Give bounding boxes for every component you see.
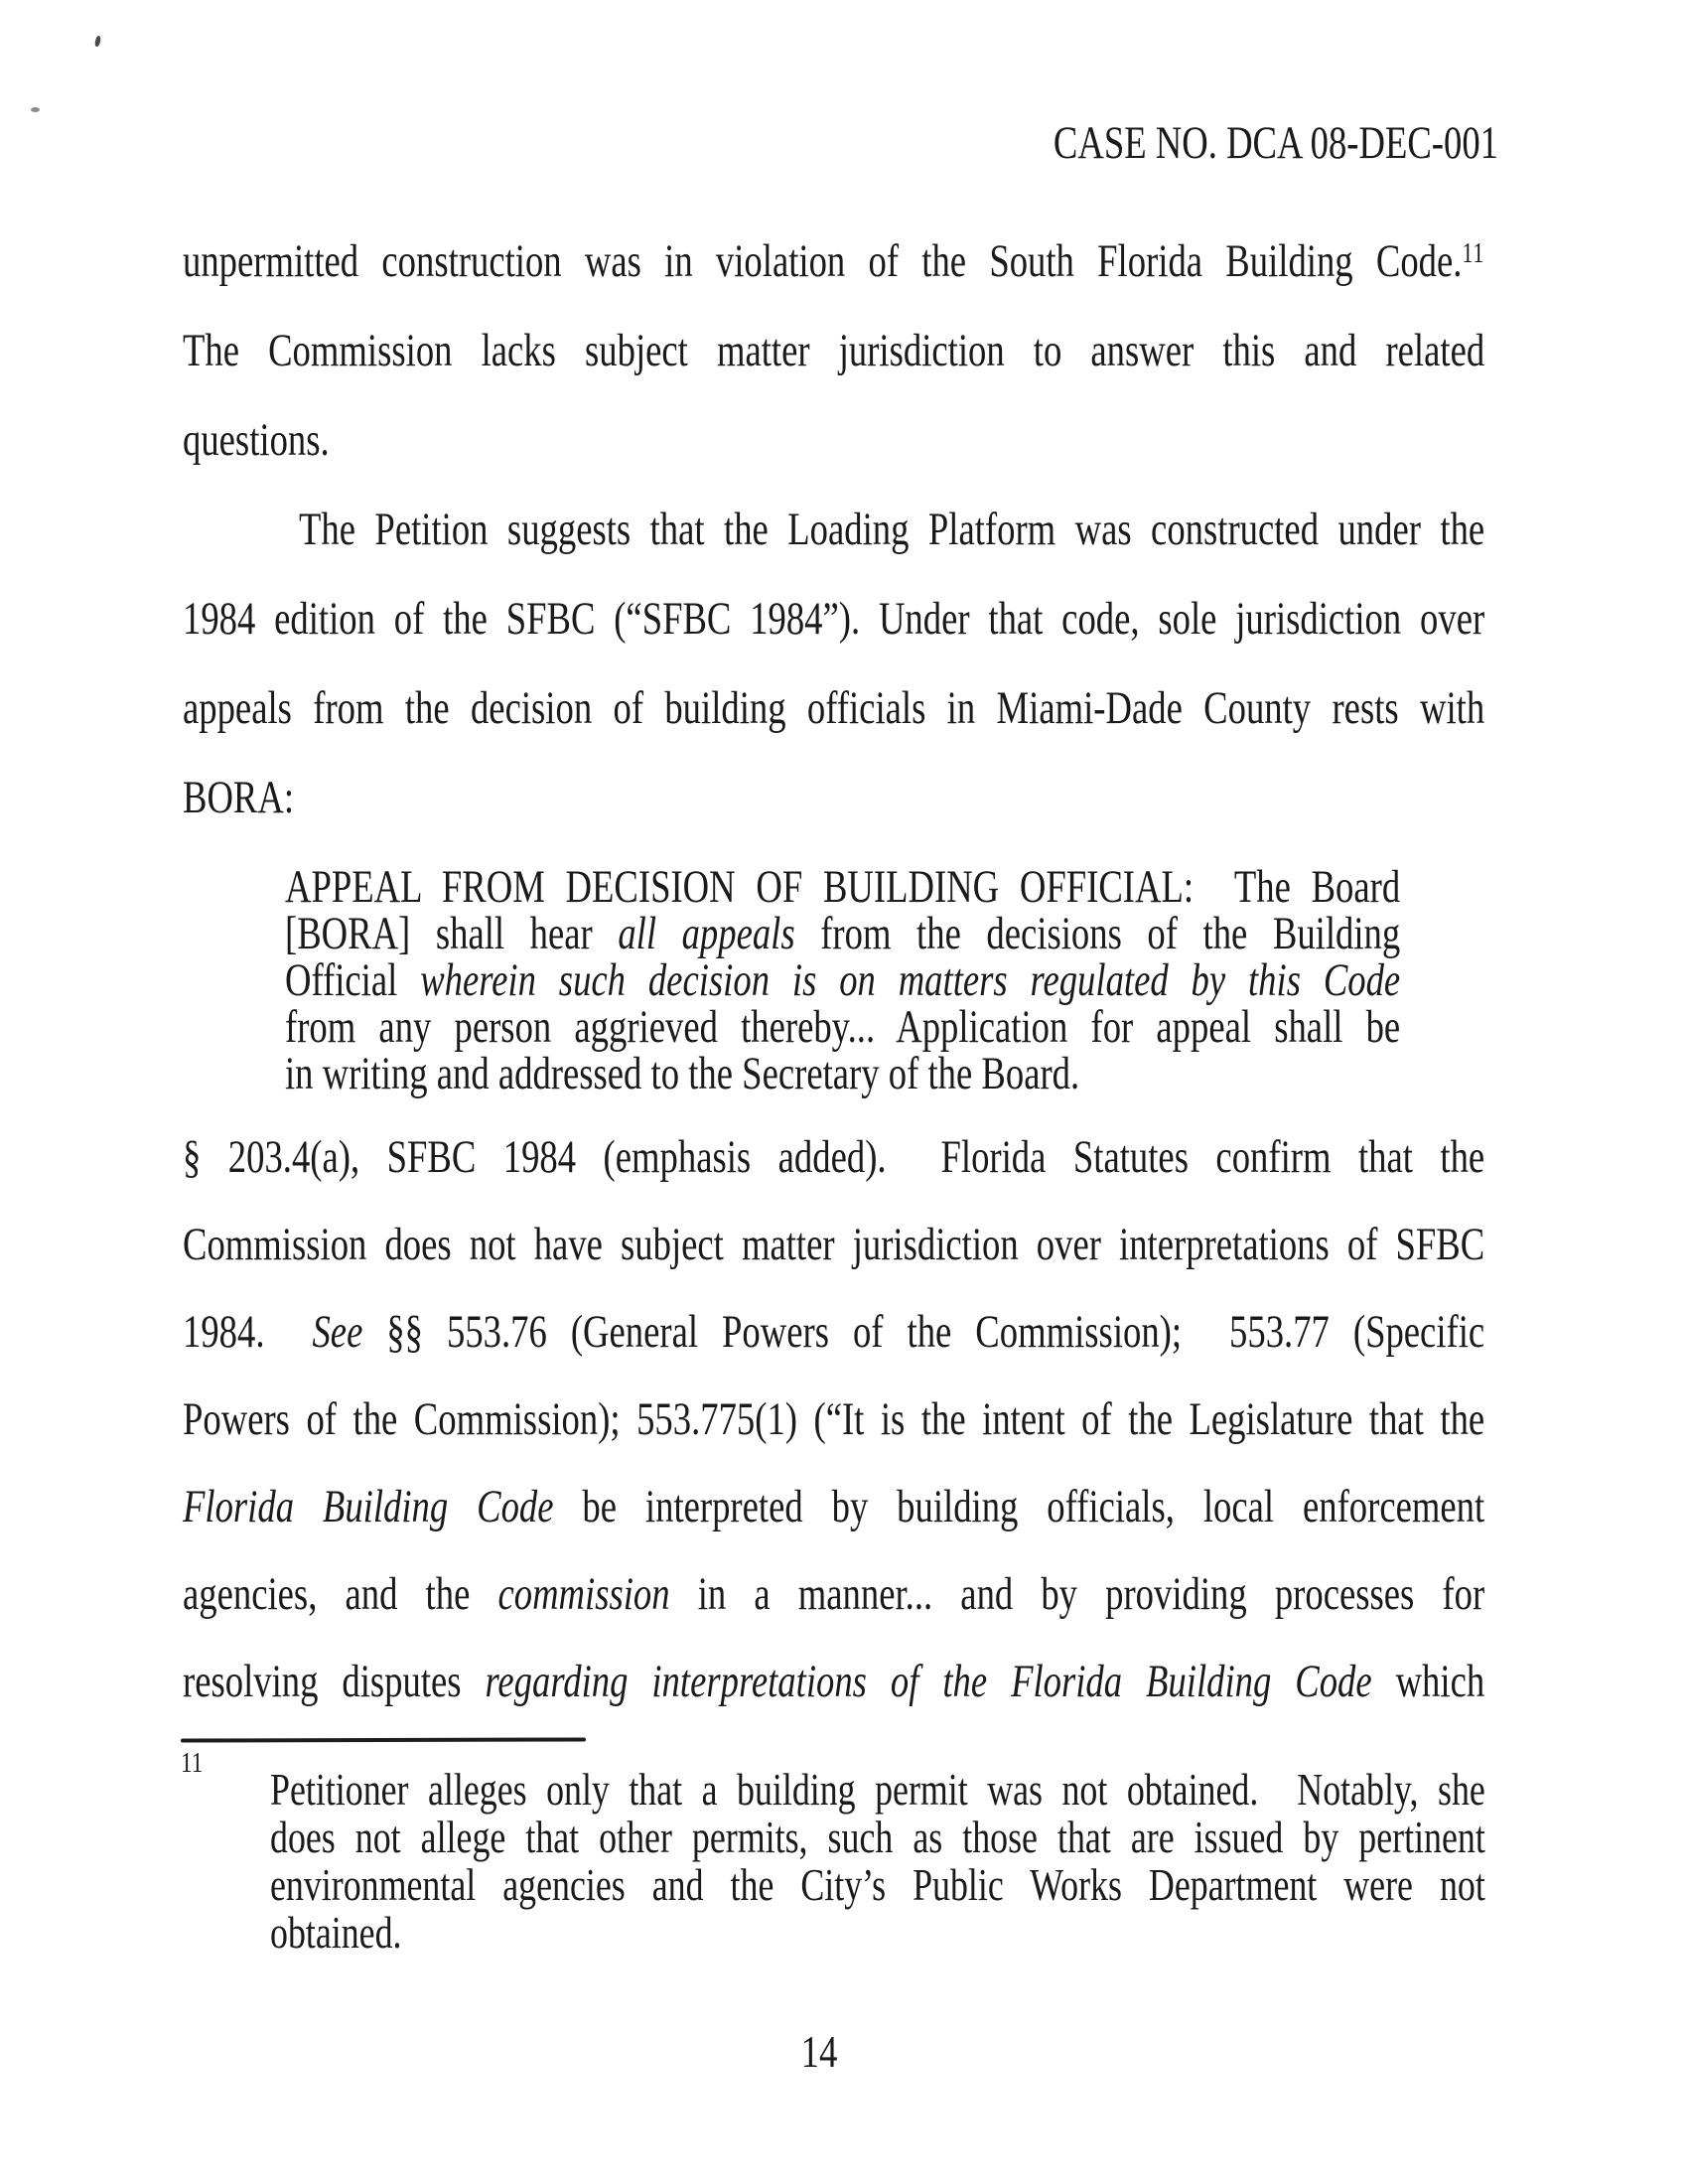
footnote-marker: 11 [181,1747,204,1779]
blockquote-appeal-provision [285,861,1688,1099]
text-segment: Commission does not have subject matter jurisdiction over interpretations of SFBC [183,1219,1485,1270]
footnote-separator-rule [181,1737,586,1742]
text-segment: 1984 edition of the SFBC (“SFBC 1984”). Under that code, sole jurisdiction over [183,593,1485,645]
text-segment: § 203.4(a), SFBC 1984 (emphasis added). Florida Statutes confirm that the [183,1131,1485,1183]
text-line [183,1288,1484,1376]
text-line [285,1001,1401,1053]
text-segment: obtained. [270,1907,402,1958]
text-segment: agencies, and the [183,1568,498,1620]
text-segment: APPEAL FROM DECISION OF BUILDING OFFICIAL: The Board [285,861,1401,913]
text-segment: Powers of the Commission); 553.775(1) (“It is the intent of the Legislature that the [183,1393,1485,1445]
text-line [183,1463,1484,1550]
scan-artifact [94,36,101,48]
text-line [183,1201,1484,1288]
text-segment: from any person aggrieved thereby... Application for appeal shall be [285,1001,1401,1053]
footnote-reference: 11 [1462,238,1485,270]
text-segment: all appeals [618,908,795,959]
text-line [285,1048,1400,1099]
text-segment: BORA: [183,772,295,823]
case-number-header: CASE NO. DCA 08-DEC-001 [1053,117,1498,169]
text-line [183,753,1484,842]
text-segment: resolving disputes [183,1656,486,1707]
text-segment: Petitioner alleges only that a building permit was not obtained. Notably, she [270,1764,1485,1815]
body-paragraphs-top [183,217,1688,842]
text-line [270,1909,1485,1957]
footnote-text [270,1766,1688,1957]
text-line [270,1766,1485,1814]
text-segment: commission [497,1568,670,1620]
text-line [270,1861,1485,1909]
text-segment: Florida Building Code [183,1481,554,1532]
text-line [183,217,1484,306]
text-segment: See [312,1306,363,1358]
text-line [285,908,1401,959]
scan-artifact [31,107,40,112]
text-line [285,954,1401,1006]
text-line [285,861,1401,913]
text-line [183,306,1484,395]
text-segment: questions. [183,414,330,466]
text-segment: regarding interpretations of the Florida Building Code [485,1656,1372,1707]
text-line [183,1113,1484,1201]
text-segment: unpermitted construction was in violation of the South Florida Building Code. [183,235,1463,287]
text-segment: in a manner... and by providing processes for [669,1568,1485,1620]
text-segment: [BORA] shall hear [285,908,619,959]
text-segment: The Petition suggests that the Loading Platform was constructed under the [299,504,1485,555]
text-segment: which [1371,1656,1485,1707]
text-segment: appeals from the decision of building officials in Miami-Dade County rests with [183,682,1485,734]
text-segment: in writing and addressed to the Secretary of the Board. [285,1048,1080,1099]
text-segment: environmental agencies and the City’s Public Works Department were not [270,1859,1485,1910]
text-segment: does not allege that other permits, such as those that are issued by pertinent [270,1812,1485,1862]
body-paragraphs-bottom [183,1113,1688,1725]
text-line [270,1814,1485,1861]
text-line [183,485,1484,574]
text-line [183,1638,1484,1725]
text-line [183,1376,1484,1463]
text-segment: be interpreted by building officials, local enforcement [553,1481,1485,1532]
text-segment: 1984. [183,1306,313,1358]
text-line [183,395,1484,485]
text-line [183,574,1484,663]
text-segment: from the decisions of the Building [794,908,1401,959]
text-segment: §§ 553.76 (General Powers of the Commission); 553.77 (Specific [362,1306,1485,1358]
text-line [183,1550,1484,1638]
text-segment: The Commission lacks subject matter jurisdiction to answer this and related [183,325,1485,376]
page-number: 14 [800,2026,838,2077]
text-segment: wherein such decision is on matters regulated by this Code [420,954,1401,1006]
text-line [183,663,1484,753]
text-segment: Official [285,954,421,1006]
